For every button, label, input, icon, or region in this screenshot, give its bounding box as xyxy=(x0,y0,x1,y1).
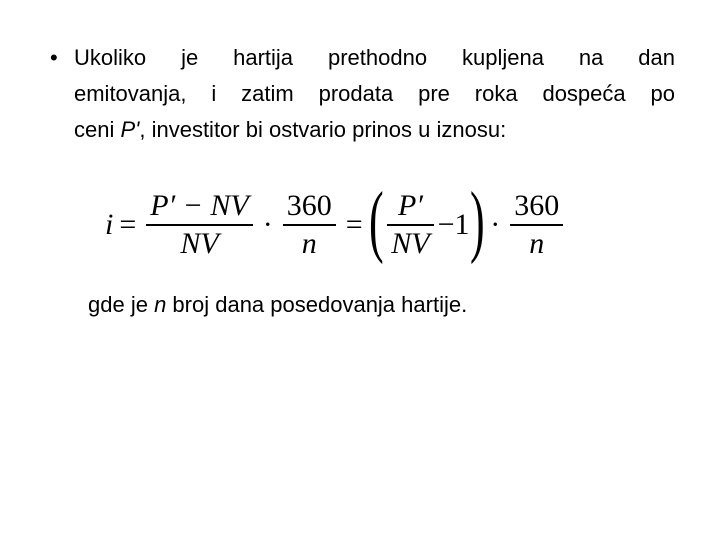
formula-fraction-2 xyxy=(283,188,336,262)
formula-fraction-4 xyxy=(510,188,563,262)
bullet-dot-icon: • xyxy=(50,45,58,70)
bullet-line-3-after: , investitor bi ostvario prinos u iznosu: xyxy=(139,117,507,142)
fraction-1-numerator: P′ − NV xyxy=(150,189,249,222)
formula-fraction-3 xyxy=(387,188,433,262)
note-before: gde je xyxy=(88,292,155,317)
fraction-4-numerator: 360 xyxy=(514,189,560,222)
formula-equals-2: = xyxy=(345,208,363,241)
fraction-2-denominator: n xyxy=(301,227,317,260)
formula-dot: · xyxy=(262,208,273,241)
formula-right-paren: ) xyxy=(469,177,485,265)
fraction-2-numerator: 360 xyxy=(286,189,332,222)
formula-dot-2: · xyxy=(490,208,501,241)
bullet-line-3 xyxy=(74,112,675,148)
yield-formula xyxy=(105,177,567,270)
note-after: broj dana posedovanja hartije. xyxy=(166,292,468,317)
formula-equals: = xyxy=(119,208,137,241)
formula-left-paren: ( xyxy=(368,177,384,265)
bullet-line-2: emitovanja, i zatim prodata pre roka dospeća po xyxy=(74,81,675,106)
bullet-line-1: Ukoliko je hartija prethodno kupljena na dan xyxy=(74,45,675,70)
formula-minus-one: −1 xyxy=(437,208,470,241)
bullet-line-3-variable: P' xyxy=(120,117,140,142)
fraction-1-denominator: NV xyxy=(180,227,219,260)
formula-fraction-1 xyxy=(146,188,252,262)
bullet-paragraph xyxy=(50,40,675,148)
fraction-3-numerator: P′ xyxy=(398,189,423,222)
bullet-line-3-before: ceni xyxy=(74,117,121,142)
formula-note xyxy=(88,290,467,320)
note-variable: n xyxy=(154,292,167,317)
formula-lhs: i xyxy=(105,208,114,241)
fraction-4-denominator: n xyxy=(529,227,545,260)
bullet-text xyxy=(74,40,675,148)
fraction-3-denominator: NV xyxy=(391,227,430,260)
